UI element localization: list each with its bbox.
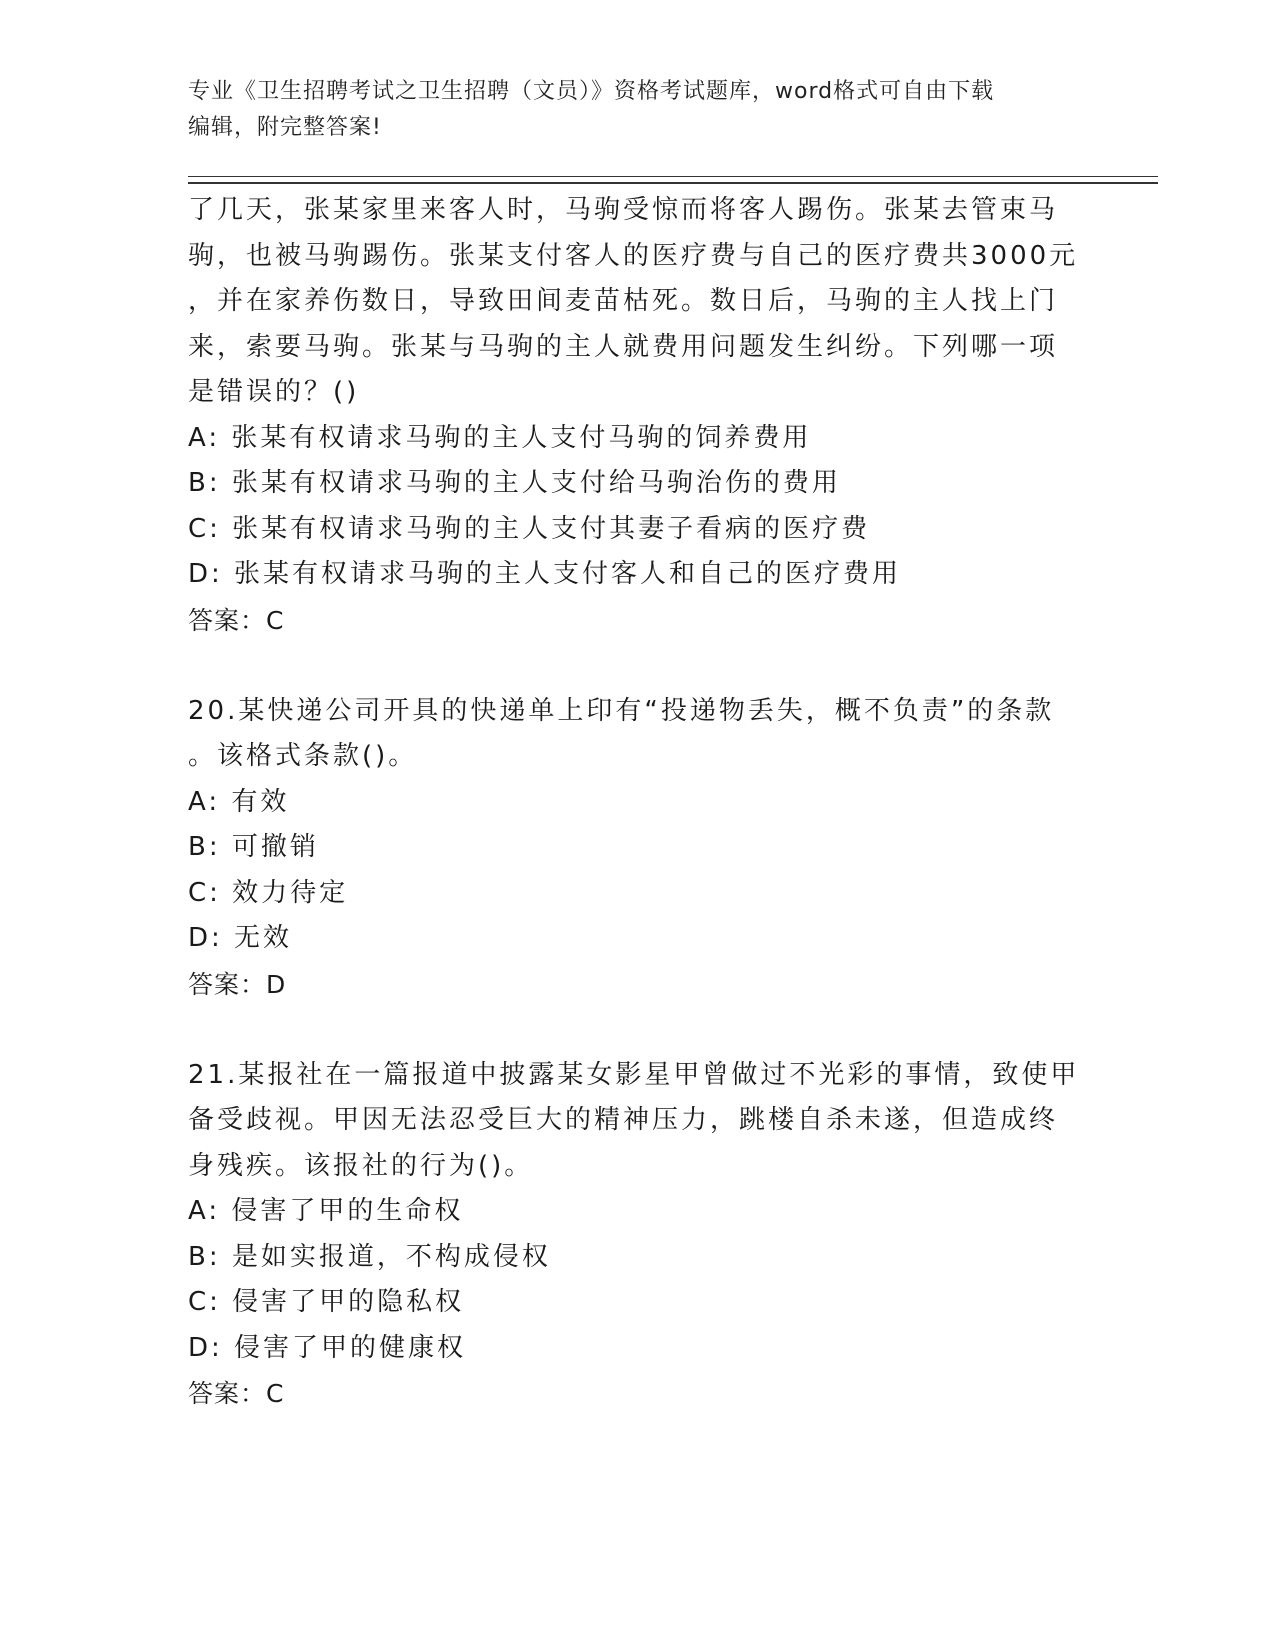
question-21 bbox=[188, 1053, 1088, 1417]
option-c: C: 效力待定 bbox=[188, 877, 349, 908]
option-c: C: 张某有权请求马驹的主人支付其妻子看病的医疗费 bbox=[188, 513, 871, 544]
question-stem-line: 来，索要马驹。张某与马驹的主人就费用问题发生纠纷。下列哪一项 bbox=[188, 331, 1059, 362]
option-a: A: 有效 bbox=[188, 786, 290, 817]
answer-line: 答案：C bbox=[188, 605, 285, 635]
question-stem-line: ，并在家养伤数日，导致田间麦苗枯死。数日后，马驹的主人找上门 bbox=[188, 286, 1059, 316]
question-stem-line: 是错误的？() bbox=[188, 377, 360, 407]
question-stem-line: 了几天，张某家里来客人时，马驹受惊而将客人踢伤。张某去管束马 bbox=[188, 195, 1059, 225]
answer-line: 答案：D bbox=[188, 969, 287, 999]
option-d: D: 张某有权请求马驹的主人支付客人和自己的医疗费用 bbox=[188, 559, 902, 589]
option-a: A: 侵害了甲的生命权 bbox=[188, 1196, 464, 1226]
question-stem-line: 21.某报社在一篇报道中披露某女影星甲曾做过不光彩的事情，致使甲 bbox=[188, 1059, 1080, 1090]
answer-line: 答案：C bbox=[188, 1379, 285, 1408]
option-b: B: 张某有权请求马驹的主人支付给马驹治伤的费用 bbox=[188, 468, 841, 498]
question-stem-line: 备受歧视。甲因无法忍受巨大的精神压力，跳楼自杀未遂，但造成终 bbox=[188, 1105, 1059, 1135]
option-b: B: 可撤销 bbox=[188, 832, 319, 862]
spacer bbox=[188, 1007, 1088, 1053]
question-stem-line: 驹，也被马驹踢伤。张某支付客人的医疗费与自己的医疗费共3000元 bbox=[188, 240, 1079, 271]
option-d: D: 侵害了甲的健康权 bbox=[188, 1332, 467, 1363]
question-content bbox=[188, 188, 1088, 1417]
page-header bbox=[188, 74, 1088, 146]
question-stem-line: 。该格式条款()。 bbox=[188, 741, 418, 771]
question-stem-line: 身残疾。该报社的行为()。 bbox=[188, 1150, 534, 1181]
header-divider bbox=[188, 176, 1158, 184]
option-c: C: 侵害了甲的隐私权 bbox=[188, 1287, 465, 1317]
question-stem-line: 20.某快递公司开具的快递单上印有“投递物丢失，概不负责”的条款 bbox=[188, 695, 1055, 726]
spacer bbox=[188, 643, 1088, 689]
option-d: D: 无效 bbox=[188, 923, 293, 953]
question-19 bbox=[188, 188, 1088, 643]
header-line-1: 专业《卫生招聘考试之卫生招聘（文员）》资格考试题库，word格式可自由下载 bbox=[188, 79, 995, 104]
option-a: A: 张某有权请求马驹的主人支付马驹的饲养费用 bbox=[188, 422, 812, 453]
header-line-2: 编辑，附完整答案! bbox=[188, 115, 382, 140]
option-b: B: 是如实报道，不构成侵权 bbox=[188, 1241, 551, 1272]
question-20 bbox=[188, 689, 1088, 1008]
